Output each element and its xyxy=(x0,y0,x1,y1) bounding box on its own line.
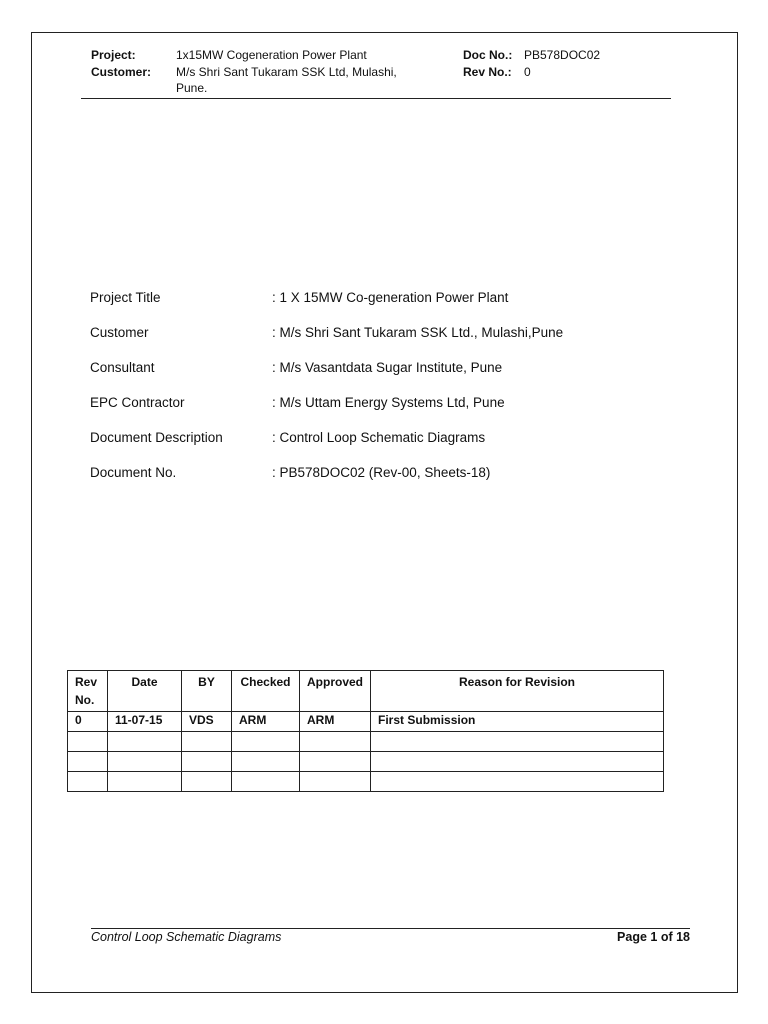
info-label: Document No. xyxy=(90,465,177,480)
table-row xyxy=(68,752,664,772)
table-row xyxy=(68,712,664,732)
col-header-checked: Checked xyxy=(232,671,300,712)
cell-checked: ARM xyxy=(232,712,300,732)
cell-date: 11-07-15 xyxy=(108,712,182,732)
col-header-reason: Reason for Revision xyxy=(371,671,664,712)
cell-approved xyxy=(300,732,371,752)
info-label: Project Title xyxy=(90,290,161,305)
info-value: : PB578DOC02 (Rev-00, Sheets-18) xyxy=(272,465,491,480)
cell-date xyxy=(108,732,182,752)
header-divider xyxy=(81,98,671,99)
revision-table-header xyxy=(68,671,664,712)
cell-rev: 0 xyxy=(68,712,108,732)
doc-no-label: Doc No.: xyxy=(463,48,513,62)
project-label: Project: xyxy=(91,48,136,62)
doc-no-value: PB578DOC02 xyxy=(524,48,601,62)
table-row xyxy=(68,732,664,752)
footer-divider xyxy=(91,928,690,929)
page-total: 18 xyxy=(676,930,690,944)
info-value: : M/s Uttam Energy Systems Ltd, Pune xyxy=(272,395,505,410)
cell-by: VDS xyxy=(182,712,232,732)
page-current: 1 xyxy=(650,930,658,944)
cell-reason: First Submission xyxy=(371,712,664,732)
info-label: Consultant xyxy=(90,360,155,375)
col-header-date: Date xyxy=(108,671,182,712)
cell-approved: ARM xyxy=(300,712,371,732)
rev-no-label: Rev No.: xyxy=(463,65,512,79)
info-label: Document Description xyxy=(90,430,223,445)
cell-reason xyxy=(371,772,664,792)
cell-by xyxy=(182,752,232,772)
page-prefix: Page xyxy=(617,930,651,944)
info-value: : 1 X 15MW Co-generation Power Plant xyxy=(272,290,509,305)
info-value: : M/s Shri Sant Tukaram SSK Ltd., Mulashi,Pune xyxy=(272,325,564,340)
col-header-rev-no: Rev No. xyxy=(68,671,108,712)
cell-date xyxy=(108,772,182,792)
cell-checked xyxy=(232,732,300,752)
cell-reason xyxy=(371,752,664,772)
cell-date xyxy=(108,752,182,772)
table-row xyxy=(68,772,664,792)
page-mid: of xyxy=(657,930,677,944)
info-value: : Control Loop Schematic Diagrams xyxy=(272,430,486,445)
cell-checked xyxy=(232,752,300,772)
customer-value-line2: Pune. xyxy=(176,81,208,95)
cell-rev xyxy=(68,772,108,792)
revision-table xyxy=(67,670,664,792)
customer-label: Customer: xyxy=(91,65,152,79)
rev-no-value: 0 xyxy=(524,65,531,79)
cell-approved xyxy=(300,772,371,792)
cell-rev xyxy=(68,732,108,752)
page-border xyxy=(31,32,738,993)
info-label: Customer xyxy=(90,325,149,340)
cell-by xyxy=(182,772,232,792)
info-label: EPC Contractor xyxy=(90,395,185,410)
cell-rev xyxy=(68,752,108,772)
cell-by xyxy=(182,732,232,752)
cell-approved xyxy=(300,752,371,772)
customer-value-line1: M/s Shri Sant Tukaram SSK Ltd, Mulashi, xyxy=(176,65,397,79)
info-value: : M/s Vasantdata Sugar Institute, Pune xyxy=(272,360,503,375)
cell-reason xyxy=(371,732,664,752)
page-number xyxy=(617,930,690,944)
cell-checked xyxy=(232,772,300,792)
col-header-approved: Approved xyxy=(300,671,371,712)
col-header-by: BY xyxy=(182,671,232,712)
project-value: 1x15MW Cogeneration Power Plant xyxy=(176,48,367,62)
footer-title: Control Loop Schematic Diagrams xyxy=(91,930,282,944)
